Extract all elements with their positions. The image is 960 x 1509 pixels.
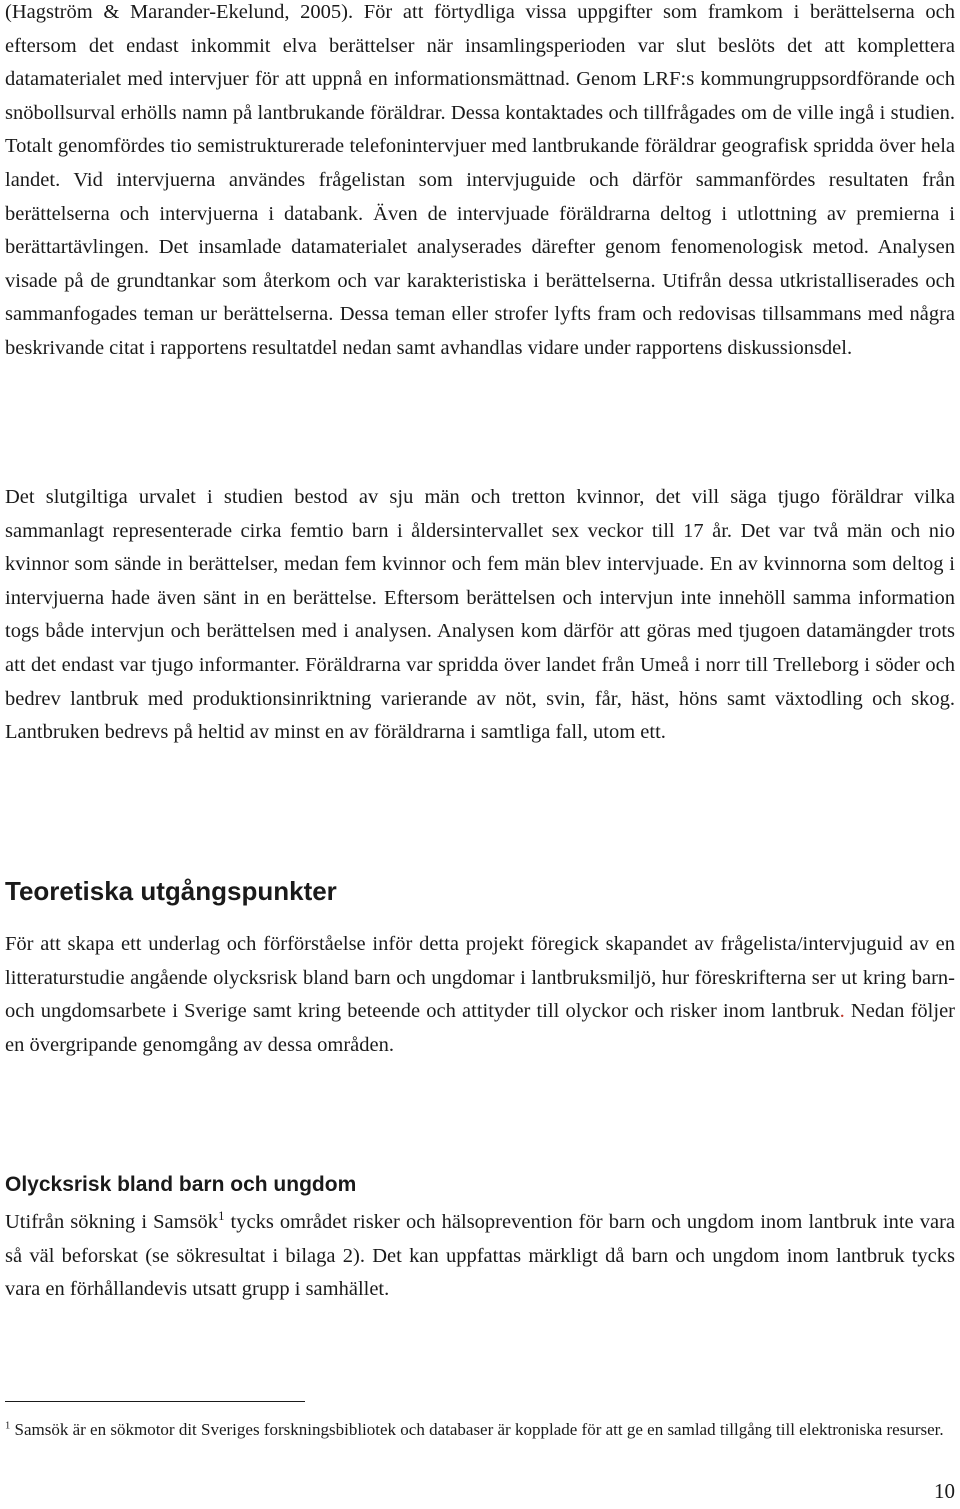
subsection-heading: Olycksrisk bland barn och ungdom xyxy=(5,1173,357,1196)
footnote-divider xyxy=(5,1401,305,1402)
paragraph-theory-text: För att skapa ett underlag och förförståelse inför detta projekt föregick skapandet av frågelista/intervjuguid av en litteraturstudie angående olycksrisk bland barn och ungdomar i lantbruksmiljö, hur föreskrifterna ser ut kring barn- och ungdomsarbete i Sverige samt kring beteende och attityder till olyckor och risker inom lantbruk xyxy=(5,933,955,1023)
paragraph-theory xyxy=(5,928,955,1062)
footnote-marker: 1 xyxy=(5,1420,11,1432)
footnote-reference: 1 xyxy=(218,1209,225,1224)
footnote xyxy=(5,1417,955,1443)
page-number: 10 xyxy=(934,1479,955,1503)
paragraph-risk-text: Utifrån sökning i Samsök xyxy=(5,1211,219,1233)
paragraph-risk-text-end: tycks området risker och hälsoprevention för barn och ungdom inom lantbruk inte vara så väl beforskat (se sökresultat i bilaga 2). Det kan uppfattas märkligt då barn och ungdom inom lantbruk tycks vara en förhållandevis utsatt grupp i samhället. xyxy=(5,1211,956,1301)
paragraph-sample: Det slutgiltiga urvalet i studien bestod av sju män och tretton kvinnor, det vill säga tjugo föräldrar vilka sammanlagt representerade cirka femtio barn i åldersintervallet sex veckor till 17 år. Det var två män och nio kvinnor som sände in berättelser, medan fem kvinnor och fem män blev intervjuade. En av kvinnorna som deltog i intervjuerna hade även sänt in en berättelse. Eftersom berättelsen och intervjun inte innehöll samma information togs både intervjun och berättelsen med i analysen. Analysen kom därför att göras med tjugoen datamängder trots att det endast var tjugo informanter. Föräldrarna var spridda över landet från Umeå i norr till Trelleborg i söder och bedrev lantbruk med produktionsinriktning varierande av nöt, svin, får, häst, höns samt växtodling och skog. Lantbruken bedrevs på heltid av minst en av föräldrarna i samtliga fall, utom ett. xyxy=(5,486,955,744)
paragraph-risk xyxy=(5,1206,955,1307)
footnote-text: Samsök är en sökmotor dit Sveriges forskningsbibliotek och databaser är kopplade för att ge en samlad tillgång till elektroniska resurser. xyxy=(10,1420,944,1439)
paragraph-theory-text-end: Nedan följer en övergripande genomgång av dessa områden. xyxy=(5,1000,955,1056)
paragraph-method: (Hagström & Marander-Ekelund, 2005). För att förtydliga vissa uppgifter som framkom i berättelserna och eftersom det endast inkommit elva berättelser när insamlingsperioden var slut beslöts det att komplettera datamaterialet med intervjuer för att uppnå en informationsmättnad. Genom LRF:s kommungruppsordförande och snöbollsurval erhölls namn på lantbrukande föräldrar. Dessa kontaktades och tillfrågades om de ville ingå i studien. Totalt genomfördes tio semistrukturerade telefonintervjuer med lantbrukande föräldrar geografisk spridda över hela landet. Vid intervjuerna användes frågelistan som intervjuguide och därför sammanfördes resultaten från berättelserna och intervjuerna i databank. Även de intervjuade föräldrarna deltog i utlottning av premierna i berättartävlingen. Det insamlade datamaterialet analyserades därefter genom fenomenologisk metod. Analysen visade på de grundtankar som återkom och var karakteristiska i berättelserna. Utifrån dessa utkristalliserades och sammanfogades teman ur berättelserna. Dessa teman eller strofer lyfts fram och redovisas tillsammans med några beskrivande citat i rapportens resultatdel nedan samt avhandlas vidare under rapportens diskussionsdel. xyxy=(5,1,955,359)
section-heading: Teoretiska utgångspunkter xyxy=(5,876,337,906)
red-period: . xyxy=(839,1000,845,1023)
